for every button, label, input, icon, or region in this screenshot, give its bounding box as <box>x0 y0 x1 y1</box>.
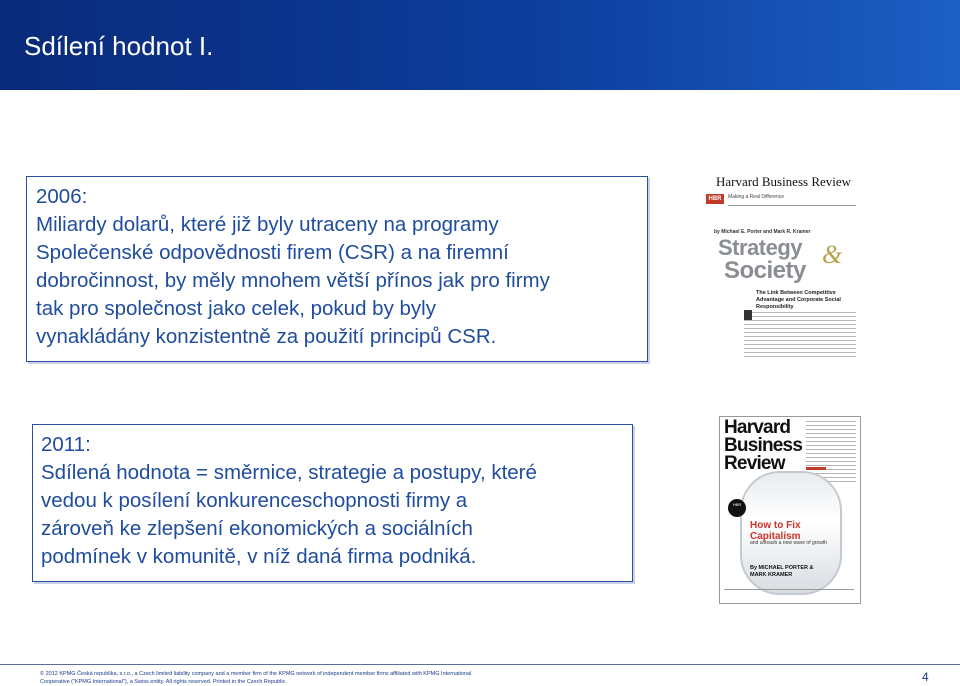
article-masthead: Harvard Business Review <box>716 174 852 189</box>
footer-legal-line-1: © 2012 KPMG Česká republika, s.r.o., a Czech limited liability company and a member firm of the KPMG network of independent member firms affiliated with KPMG International <box>40 671 472 677</box>
footer-legal-text <box>40 670 471 686</box>
cover-bottom-rule <box>724 589 854 590</box>
article-headline-ampersand: & <box>822 240 843 269</box>
cover-headline: How to Fix Capitalism <box>750 520 801 542</box>
cover-subhead: and unleash a new wave of growth <box>750 540 827 546</box>
cover-authors: By MICHAEL PORTER & MARK KRAMER <box>750 565 814 578</box>
footer-legal-line-2: Cooperative ("KPMG International"), a Swiss entity. All rights reserved. Printed in the Czech Republic. <box>40 679 287 685</box>
csr-2006-text <box>36 183 550 351</box>
shared-value-2011-box <box>32 424 633 582</box>
box1-line: vynakládány konzistentně za použití principů CSR. <box>36 325 497 348</box>
strategy-society-article-image <box>700 172 860 368</box>
article-subtitle: The Link Between Competitive Advantage and Corporate Social Responsibility <box>756 290 841 310</box>
article-kicker: Making a Real Difference <box>728 194 785 200</box>
shared-value-2011-text <box>41 431 537 571</box>
page-number: 4 <box>922 670 929 684</box>
box1-line: Společenské odpovědnosti firem (CSR) a na firemní <box>36 241 509 264</box>
box1-line-year: 2006: <box>36 185 88 208</box>
footer <box>0 664 960 686</box>
box2-line: zároveň ke zlepšení ekonomických a sociálních <box>41 517 473 540</box>
article-headline-society: Society <box>724 257 806 284</box>
cover-red-accent <box>806 467 826 470</box>
box1-line: Miliardy dolarů, které již byly utraceny na programy <box>36 213 499 236</box>
title-bar <box>0 0 960 90</box>
article-body-text-lines <box>744 312 856 358</box>
hbr-magazine-cover-image <box>719 416 861 604</box>
cover-masthead: Harvard Business Review <box>724 417 803 474</box>
box2-line: Sdílená hodnota = směrnice, strategie a postupy, které <box>41 461 537 484</box>
article-byline: by Michael E. Porter and Mark R. Kramer <box>714 229 811 235</box>
cover-badge: HBR <box>728 499 746 517</box>
article-headline-strategy: Strategy <box>718 235 803 260</box>
box2-line: podmínek v komunitě, v níž daná firma podniká. <box>41 545 477 568</box>
footer-divider <box>0 664 960 665</box>
box2-line: vedou k posílení konkurenceschopnosti firmy a <box>41 489 468 512</box>
hbr-badge: HBR <box>706 194 724 204</box>
box2-line-year: 2011: <box>41 433 91 456</box>
article-rule <box>728 205 856 206</box>
csr-2006-box <box>26 176 648 362</box>
article-dropcap <box>744 310 752 320</box>
box1-line: dobročinnost, by měly mnohem větší přínos jak pro firmy <box>36 269 550 292</box>
slide-title: Sdílení hodnot I. <box>24 31 214 61</box>
box1-line: tak pro společnost jako celek, pokud by byly <box>36 297 436 320</box>
